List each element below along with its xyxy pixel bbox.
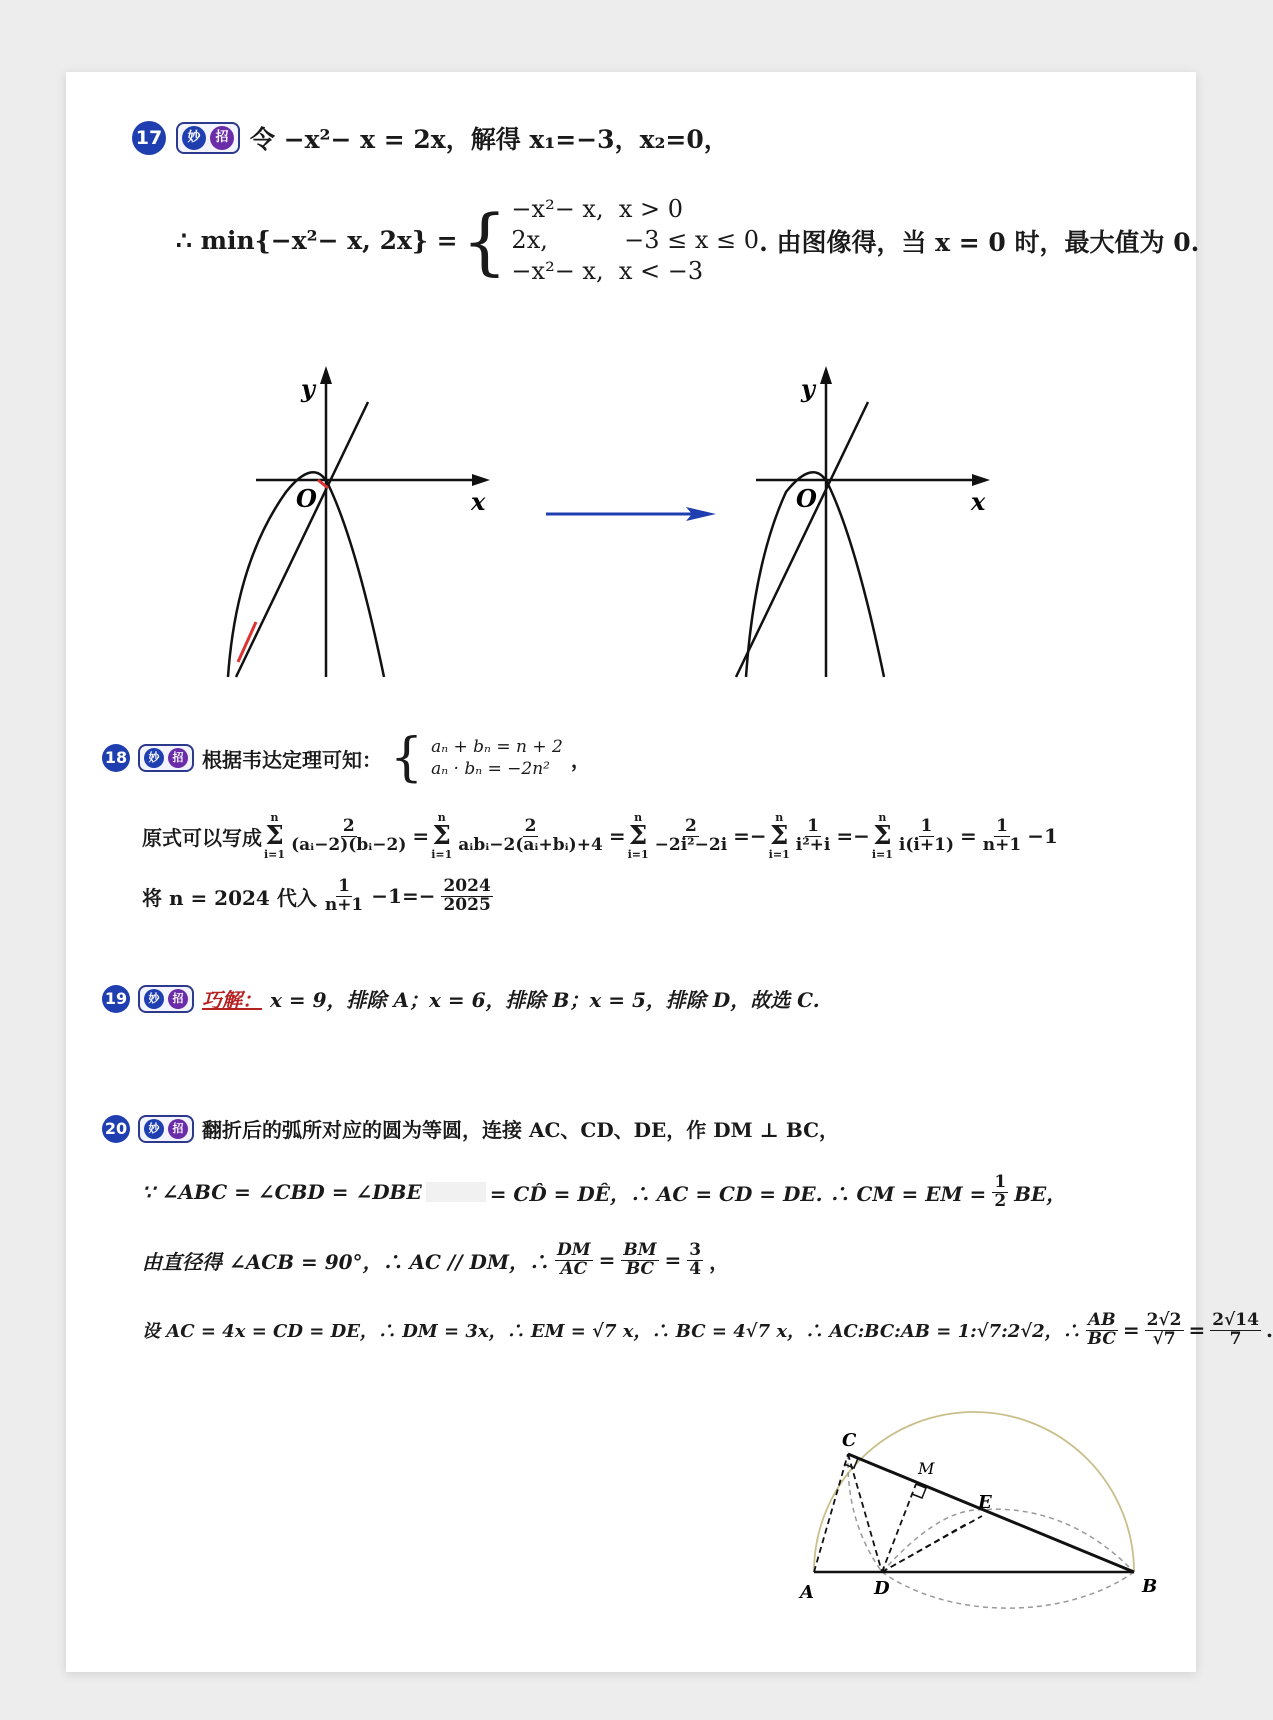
numerator: 2√2 <box>1146 1310 1182 1330</box>
label-E: E <box>978 1492 992 1513</box>
q18-badge <box>138 744 194 772</box>
frac-half <box>992 1174 1008 1211</box>
denominator: (aᵢ−2)(bᵢ−2) <box>291 834 407 855</box>
segment-AC <box>814 1454 848 1572</box>
numerator: 1 <box>920 815 933 836</box>
numerator: 1 <box>994 1172 1007 1192</box>
q17-tail: . 由图像得，当 x = 0 时，最大值为 0. <box>759 227 1200 257</box>
numerator: 2 <box>524 815 537 836</box>
q17-case2: 2x, −3 ≤ x ≤ 0 <box>511 226 760 255</box>
frac-5 <box>897 815 956 855</box>
y-label: y <box>801 374 815 403</box>
numerator: 1 <box>338 876 350 896</box>
sum-bottom: i=1 <box>627 848 649 861</box>
sum-top: n <box>634 811 643 824</box>
sigma: Σ <box>432 821 451 851</box>
q20-line4: 设 AC = 4x = CD = DE，∴ DM = 3x，∴ EM = √7 x，∴ BC = 4√7 x，∴ AC:BC:AB = 1:√7:2√2，∴ $\frac{AB}{BC}$ = $\frac{2√2}{√7}$ = $\frac{2√14}{7}$ . <box>142 1310 1273 1349</box>
equals: = <box>1122 1318 1140 1343</box>
denominator: i(i+1) <box>898 834 954 855</box>
sum-top: n <box>878 811 887 824</box>
segment-CD <box>848 1454 882 1572</box>
q20-figure <box>786 1392 1186 1652</box>
q17-graphs <box>216 362 1036 692</box>
y-arrow <box>820 366 832 384</box>
denominator: √7 <box>1152 1328 1176 1349</box>
badge-icon: 妙 <box>144 989 164 1009</box>
numerator: 2024 <box>443 876 491 896</box>
sigma: Σ <box>873 821 892 851</box>
label-D: D <box>874 1578 890 1599</box>
x-label: x <box>471 487 486 516</box>
numerator: DM <box>557 1240 591 1260</box>
frac-1 <box>289 815 408 855</box>
q18-intro: 根据韦达定理可知： <box>202 747 382 772</box>
q19-label: 巧解： <box>202 988 262 1012</box>
badge-icon: 妙 <box>144 1119 164 1139</box>
x-arrow <box>472 474 490 486</box>
q18-eq1: aₙ + bₙ = n + 2 <box>431 736 563 757</box>
denominator: −2i²−2i <box>654 834 728 855</box>
frac-4 <box>794 815 833 855</box>
blurred-region <box>426 1182 486 1202</box>
sum-bottom: i=1 <box>431 848 453 861</box>
q20-line3a: 由直径得 ∠ACB = 90°，∴ AC // DM，∴ <box>142 1249 549 1274</box>
numerator: 1 <box>807 815 819 836</box>
badge-icon: 招 <box>168 748 188 768</box>
q17-line1: 令 −x²− x = 2x，解得 x₁=−3，x₂=0， <box>250 125 729 154</box>
numerator: 3 <box>689 1240 702 1260</box>
q17-min-lhs: ∴ min{−x²− x, 2x} = <box>176 226 458 256</box>
q19-number: 19 <box>102 985 130 1013</box>
denominator: AC <box>560 1258 588 1279</box>
segment-DM <box>882 1484 916 1572</box>
denominator: aᵢbᵢ−2(aᵢ+bᵢ)+4 <box>458 834 603 855</box>
label-M: M <box>918 1459 935 1478</box>
q19-line <box>102 984 820 1013</box>
equals: = <box>608 824 626 848</box>
label-A: A <box>800 1582 814 1603</box>
badge-icon: 招 <box>210 126 234 150</box>
denominator: BC <box>625 1258 655 1279</box>
equals: = <box>412 824 430 848</box>
badge-icon: 招 <box>168 989 188 1009</box>
q20-line2a: ∵ ∠ABC = ∠CBD = ∠DBE <box>142 1180 422 1205</box>
sum-symbol <box>264 812 285 860</box>
q20-badge <box>138 1115 194 1143</box>
frac-3 <box>653 815 730 855</box>
q17-case1: −x²− x, x > 0 <box>511 195 684 223</box>
frac-sub <box>323 878 365 915</box>
sigma: Σ <box>628 821 648 851</box>
frac-ratio2 <box>1210 1312 1261 1349</box>
comma: ， <box>709 1249 730 1274</box>
label-C: C <box>842 1430 857 1451</box>
origin-label: O <box>296 484 317 513</box>
frac-dm-ac <box>555 1242 593 1279</box>
denominator: 2025 <box>443 894 491 915</box>
sum-symbol <box>769 812 790 860</box>
q20-line4a: 设 AC = 4x = CD = DE，∴ DM = 3x，∴ EM = √7 x，∴ BC = 4√7 x，∴ AC:BC:AB = 1:√7:2√2，∴ <box>142 1321 1081 1343</box>
q18-number: 18 <box>102 744 130 772</box>
denominator: 7 <box>1229 1328 1242 1349</box>
q20-line1: 翻折后的弧所对应的圆为等圆，连接 AC、CD、DE，作 DM ⊥ BC， <box>202 1118 840 1142</box>
label-B: B <box>1142 1576 1158 1597</box>
frac-ab-bc <box>1086 1312 1118 1349</box>
segment-aux <box>882 1524 966 1572</box>
q18-substitution <box>142 878 495 915</box>
denominator: BC <box>1087 1328 1116 1349</box>
q18-system <box>431 736 563 780</box>
q18-eq2: aₙ · bₙ = −2n² <box>431 759 550 779</box>
solution-page <box>66 72 1273 1672</box>
y-arrow <box>320 366 332 384</box>
sum-symbol <box>628 812 649 860</box>
q17-case3: −x²− x, x < −3 <box>511 257 704 286</box>
q18-orig: 原式可以写成 <box>142 825 262 850</box>
denominator: 4 <box>689 1258 702 1279</box>
frac-result <box>441 878 492 915</box>
numerator: 1 <box>996 815 1008 836</box>
q17-number: 17 <box>132 121 166 155</box>
badge-icon: 妙 <box>144 748 164 768</box>
q17-piecewise <box>176 194 1199 288</box>
x-arrow <box>972 474 990 486</box>
denominator: 2 <box>994 1190 1007 1211</box>
frac-2 <box>456 815 605 855</box>
q20-header <box>102 1114 839 1143</box>
q18-sum-line <box>142 812 1058 860</box>
q17-badge <box>176 122 240 154</box>
transform-arrow <box>546 507 716 521</box>
equals: = <box>960 824 977 848</box>
sigma: Σ <box>770 821 789 851</box>
origin-label: O <box>796 484 817 513</box>
left-graph <box>228 366 490 677</box>
q18-comma: ， <box>570 747 591 772</box>
q18-sub-mid: −1=− <box>371 884 436 909</box>
equals-neg: =− <box>733 824 767 848</box>
equals: = <box>1188 1318 1206 1343</box>
equals: = <box>598 1248 616 1273</box>
q20-line2b: = CD̂ = DÊ，∴ AC = CD = DE. ∴ CM = EM = <box>489 1181 987 1206</box>
sum-bottom: i=1 <box>264 848 286 861</box>
q20-line2c: BE， <box>1014 1181 1067 1206</box>
right-graph <box>736 366 990 677</box>
q19-badge <box>138 985 194 1013</box>
minus-one: −1 <box>1027 824 1058 848</box>
q18-sub-text: 将 n = 2024 代入 <box>142 885 317 910</box>
q17-cases <box>511 194 759 288</box>
sum-top: n <box>437 811 446 824</box>
sum-top: n <box>775 811 784 824</box>
denominator: n+1 <box>324 894 364 915</box>
q18-header <box>102 728 591 788</box>
numerator: 2 <box>342 815 355 836</box>
sum-bottom: i=1 <box>768 848 790 861</box>
numerator: BM <box>623 1240 657 1260</box>
numerator: AB <box>1088 1310 1116 1330</box>
q20-number: 20 <box>102 1115 130 1143</box>
segment-DE <box>882 1516 982 1572</box>
badge-icon: 招 <box>168 1119 188 1139</box>
frac-6 <box>981 815 1023 855</box>
frac-bm-bc <box>621 1242 658 1279</box>
denominator: i²+i <box>795 834 831 855</box>
sigma: Σ <box>265 821 284 851</box>
brace: { <box>461 198 508 283</box>
folded-arc-lower <box>882 1572 1134 1608</box>
equals: = <box>664 1248 682 1273</box>
frac-ratio1 <box>1145 1312 1184 1349</box>
q20-line2 <box>142 1174 1066 1211</box>
sum-symbol <box>431 812 452 860</box>
denominator: n+1 <box>982 834 1022 855</box>
numerator: 2√14 <box>1212 1310 1259 1330</box>
semicircle <box>814 1412 1134 1572</box>
q17-header <box>132 120 729 156</box>
sum-bottom: i=1 <box>871 848 893 861</box>
y-label: y <box>301 374 315 403</box>
q19-text: x = 9，排除 A；x = 6，排除 B；x = 5，排除 D，故选 C. <box>270 988 820 1012</box>
segment-BC <box>848 1454 1134 1572</box>
numerator: 2 <box>684 815 697 836</box>
q20-line3 <box>142 1242 729 1279</box>
brace: { <box>390 728 424 788</box>
x-label: x <box>971 487 986 516</box>
frac-3-4 <box>687 1242 703 1279</box>
sum-top: n <box>270 811 279 824</box>
badge-icon: 妙 <box>182 126 206 150</box>
sum-symbol <box>872 812 893 860</box>
equals-neg: =− <box>836 824 870 848</box>
